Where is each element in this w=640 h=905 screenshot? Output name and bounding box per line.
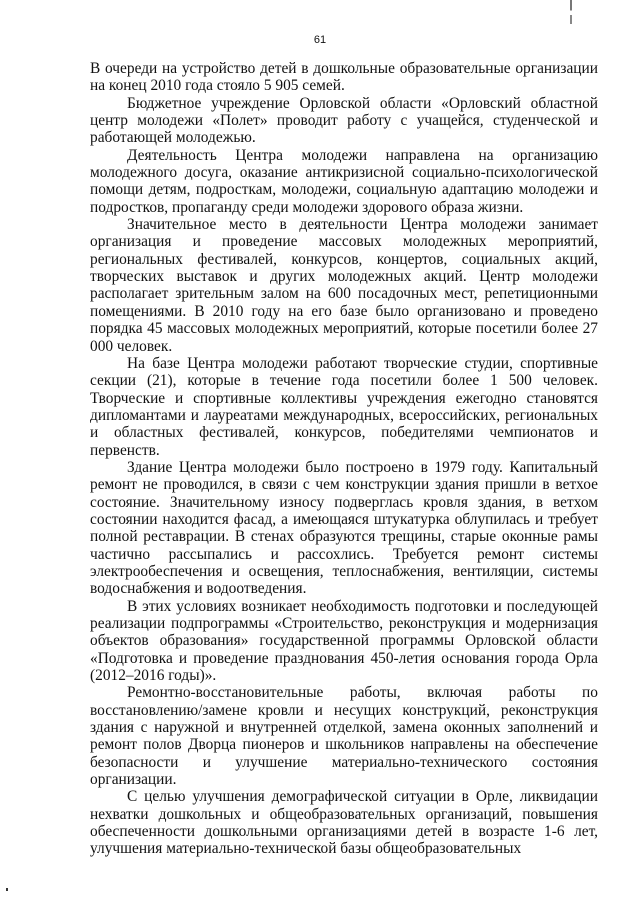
page-number: 61	[313, 34, 327, 46]
paragraph-queue: В очереди на устройство детей в дошкольные образовательные организации на конец 2010 года стояло 5 905 семей.	[90, 60, 598, 95]
paragraph-center-activity: Деятельность Центра молодежи направлена на организацию молодежного досуга, оказание антикризисной социально-психологической помощи детям, подросткам, молодежи, социальную адаптацию молодежи и подростков, пропаганду среди молодежи здорового образа жизни.	[90, 146, 598, 216]
scan-mark	[570, 0, 572, 30]
paragraph-subprogram: В этих условиях возникает необходимость подготовки и последующей реализации подпрограммы «Строительство, реконструкция и модернизация объектов образования» государственной программы Орловской области «Подготовка и проведение празднования 450-летия основания города Орла (2012–2016 годы)».	[90, 597, 598, 685]
paragraph-demography: С целью улучшения демографической ситуации в Орле, ликвидации нехватки дошкольных и общеобразовательных организаций, повышения обеспеченности дошкольными организациями детей в возрасте 1-6 лет, улучшения материально-технической базы общеобразовательных	[90, 788, 598, 858]
paragraph-studios: На базе Центра молодежи работают творческие студии, спортивные секции (21), которые в течение года посетили более 1 500 человек. Творческие и спортивные коллективы учреждения ежегодно становятся дипломантами и лауреатами международных, всероссийских, региональных и областных фестивалей, конкурсов, победителями чемпионатов и первенств.	[90, 354, 598, 459]
paragraph-center-intro: Бюджетное учреждение Орловской области «Орловский областной центр молодежи «Полет» проводит работу с учащейся, студенческой и работающей молодежью.	[90, 94, 598, 147]
paragraph-building: Здание Центра молодежи было построено в 1979 году. Капитальный ремонт не проводился, в связи с чем конструкции здания пришли в ветхое состояние. Значительному износу подверглась кровля здания, в ветхом состоянии находится фасад, а имеющаяся штукатурка облупилась и требует полной реставрации. В стенах образуются трещины, старые оконные рамы частично рассыпались и рассохлись. Требуется ремонт системы электрообеспечения и освещения, теплоснабжения, вентиляции, системы водоснабжения и водоотведения.	[90, 458, 598, 598]
scan-speck	[6, 888, 8, 891]
document-body	[90, 60, 598, 858]
paragraph-repairs: Ремонтно-восстановительные работы, включая работы по восстановлению/замене кровли и несущих конструкций, реконструкция здания с наружной и внутренней отделкой, замена оконных заполнений и ремонт полов Дворца пионеров и школьников направлены на обеспечение безопасности и улучшение материально-технического состояния организации.	[90, 684, 598, 789]
paragraph-events: Значительное место в деятельности Центра молодежи занимает организация и проведение массовых молодежных мероприятий, региональных фестивалей, конкурсов, концертов, социальных акций, творческих выставок и других молодежных акций. Центр молодежи располагает зрительным залом на 600 посадочных мест, репетиционными помещениями. В 2010 году на его базе было организовано и проведено порядка 45 массовых молодежных мероприятий, которые посетили более 27 000 человек.	[90, 216, 598, 355]
